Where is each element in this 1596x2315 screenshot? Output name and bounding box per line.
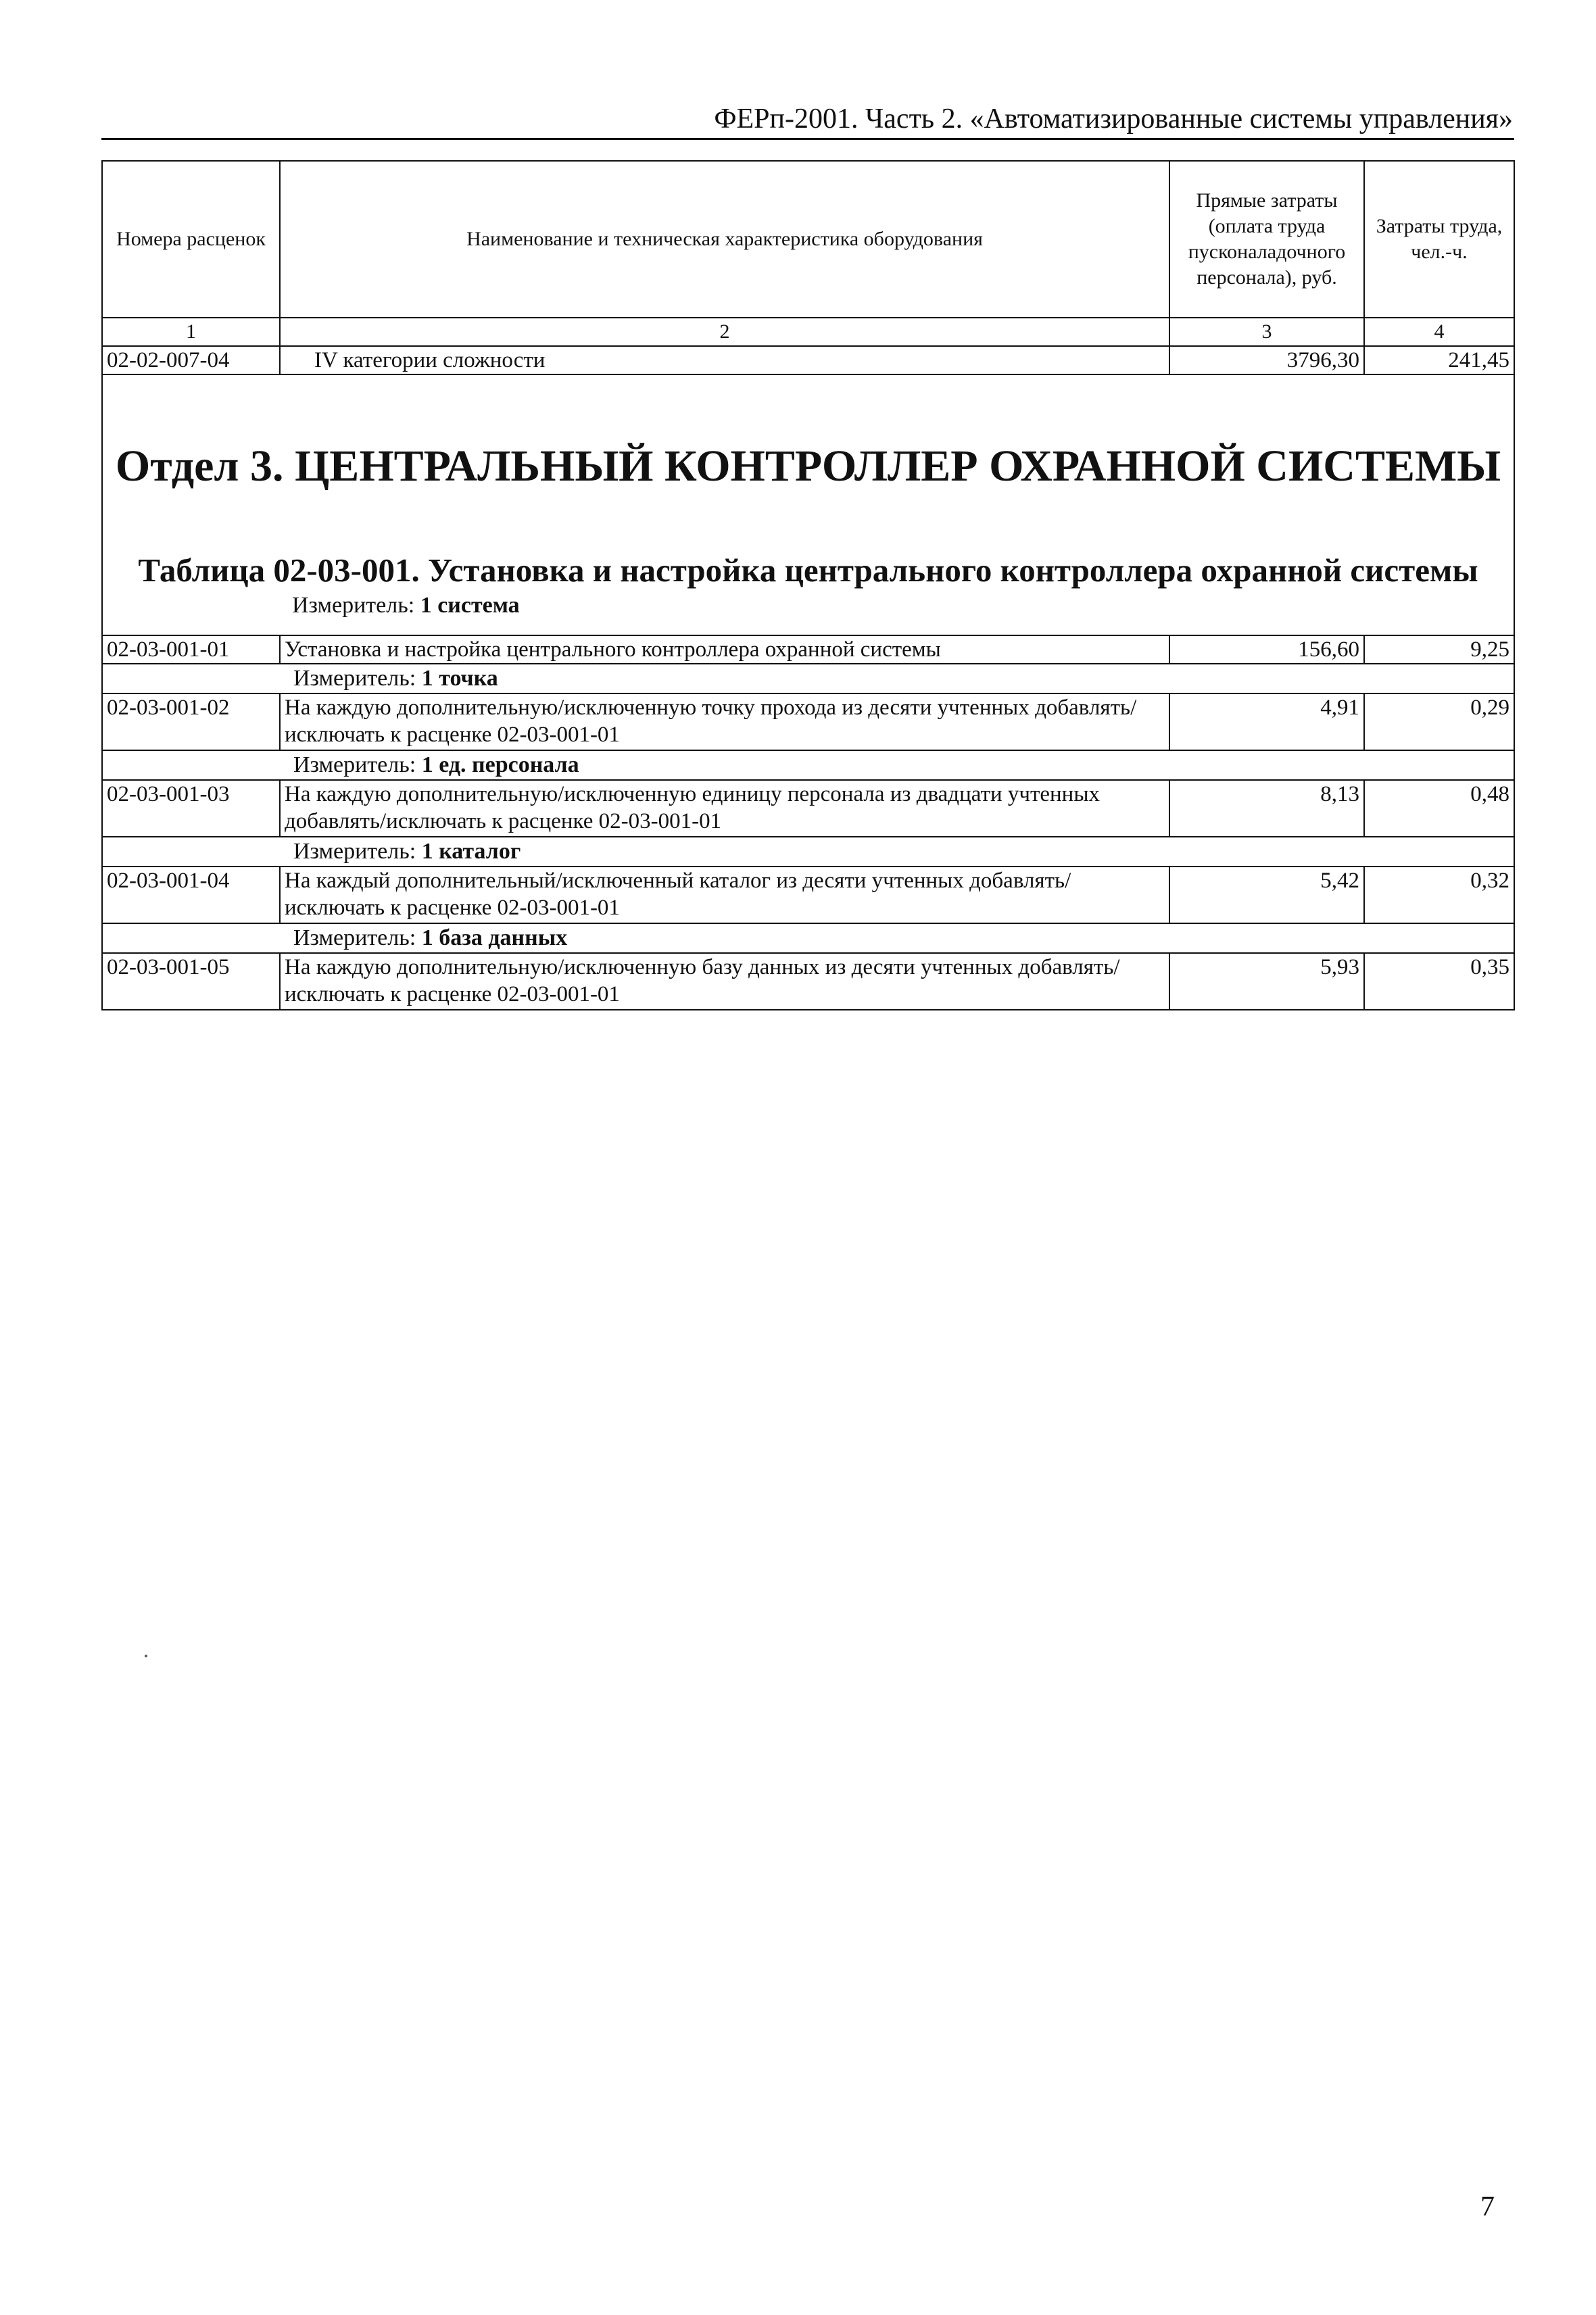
scan-speck <box>145 1655 147 1657</box>
direct-cost-value: 156,60 <box>1169 635 1364 664</box>
table-row <box>102 953 1514 1010</box>
column-header-labor: Затраты труда, чел.-ч. <box>1364 161 1514 318</box>
unit-line <box>103 837 1514 866</box>
unit-value: 1 каталог <box>421 839 521 864</box>
header-rule <box>101 138 1514 140</box>
page-number: 7 <box>1480 2191 1495 2222</box>
table-row <box>102 867 1514 923</box>
rate-description: На каждую дополнительную/исключенную единицу персонала из двадцати учтенных добавлять/исключать к расценке 02-03-001-01 <box>280 780 1169 837</box>
unit-row <box>102 837 1514 867</box>
labor-value: 9,25 <box>1364 635 1514 664</box>
direct-cost-value: 3796,30 <box>1169 346 1364 374</box>
column-number: 1 <box>102 318 280 346</box>
rates-table <box>101 160 1515 1010</box>
table-title: Таблица 02-03-001. Установка и настройка центрального контроллера охранной системы <box>138 552 1478 589</box>
unit-prefix: Измеритель: <box>293 666 422 691</box>
unit-row <box>102 923 1514 953</box>
column-header-direct-cost: Прямые затраты (оплата труда пусконаладочного персонала), руб. <box>1169 161 1364 318</box>
rate-code: 02-03-001-04 <box>102 867 280 923</box>
running-header: ФЕРп-2001. Часть 2. «Автоматизированные системы управления» <box>714 103 1513 135</box>
direct-cost-value: 5,93 <box>1169 953 1364 1010</box>
unit-prefix: Измеритель: <box>292 593 420 618</box>
table-row <box>102 346 1514 374</box>
column-number: 2 <box>280 318 1169 346</box>
section-title: Отдел 3. ЦЕНТРАЛЬНЫЙ КОНТРОЛЛЕР ОХРАННОЙ СИСТЕМЫ <box>115 441 1501 491</box>
rate-code: 02-03-001-03 <box>102 780 280 837</box>
labor-value: 241,45 <box>1364 346 1514 374</box>
rate-code: 02-02-007-04 <box>102 346 280 374</box>
rate-description: Установка и настройка центрального контроллера охранной системы <box>280 635 1169 664</box>
unit-line <box>103 751 1514 779</box>
rate-code: 02-03-001-05 <box>102 953 280 1010</box>
column-header-description: Наименование и техническая характеристика оборудования <box>280 161 1169 318</box>
column-number-row <box>102 318 1514 346</box>
rate-description: На каждую дополнительную/исключенную базу данных из десяти учтенных добавлять/исключать к расценке 02-03-001-01 <box>280 953 1169 1010</box>
table-row <box>102 780 1514 837</box>
unit-value: 1 база данных <box>421 925 568 950</box>
rate-description: На каждую дополнительную/исключенную точку прохода из десяти учтенных добавлять/исключать к расценке 02-03-001-01 <box>280 693 1169 750</box>
labor-value: 0,29 <box>1364 693 1514 750</box>
unit-line <box>103 924 1514 952</box>
unit-row <box>102 750 1514 780</box>
table-header-row <box>102 161 1514 318</box>
column-number: 4 <box>1364 318 1514 346</box>
rate-code: 02-03-001-01 <box>102 635 280 664</box>
direct-cost-value: 4,91 <box>1169 693 1364 750</box>
table-row <box>102 693 1514 750</box>
table-row <box>102 635 1514 664</box>
unit-line <box>103 591 1514 620</box>
unit-value: 1 ед. персонала <box>421 752 579 777</box>
unit-prefix: Измеритель: <box>293 752 422 777</box>
column-header-codes: Номера расценок <box>102 161 280 318</box>
direct-cost-value: 8,13 <box>1169 780 1364 837</box>
unit-line <box>103 664 1514 693</box>
direct-cost-value: 5,42 <box>1169 867 1364 923</box>
unit-prefix: Измеритель: <box>293 839 422 864</box>
rate-description: На каждый дополнительный/исключенный каталог из десяти учтенных добавлять/исключать к расценке 02-03-001-01 <box>280 867 1169 923</box>
unit-value: 1 система <box>420 593 520 618</box>
unit-row <box>102 664 1514 693</box>
labor-value: 0,48 <box>1364 780 1514 837</box>
rate-code: 02-03-001-02 <box>102 693 280 750</box>
labor-value: 0,35 <box>1364 953 1514 1010</box>
rate-description: IV категории сложности <box>280 346 1169 374</box>
unit-value: 1 точка <box>421 666 498 691</box>
section-heading-row <box>102 374 1514 635</box>
unit-prefix: Измеритель: <box>293 925 422 950</box>
labor-value: 0,32 <box>1364 867 1514 923</box>
column-number: 3 <box>1169 318 1364 346</box>
